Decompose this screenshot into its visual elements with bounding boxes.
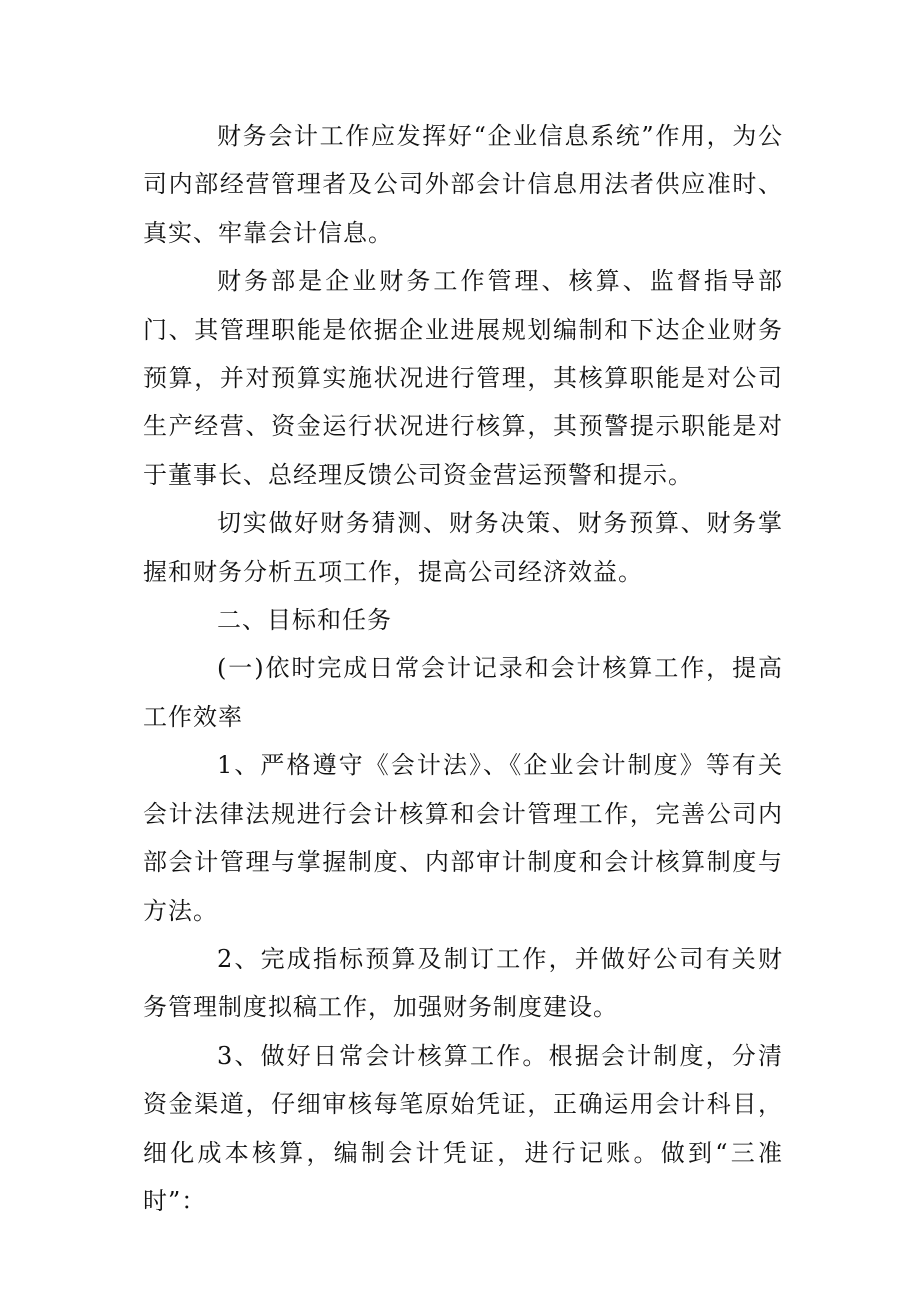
section-heading-goals: 二、目标和任务 [217, 606, 392, 635]
list-item-3: 3、做好日常会计核算工作。根据会计制度，分清资金渠道，仔细审核每笔原始凭证，正确运用会计科目，细化成本核算，编制会计凭证，进行记账。做到“三准时”： [143, 1041, 783, 1215]
subsection-heading-1: (一)依时完成日常会计记录和会计核算工作，提高工作效率 [143, 654, 783, 731]
paragraph-five-tasks: 切实做好财务猜测、财务决策、财务预算、财务掌握和财务分析五项工作，提高公司经济效益。 [143, 509, 783, 586]
paragraph-accounting-role: 财务会计工作应发挥好“企业信息系统”作用，为公司内部经营管理者及公司外部会计信息用法者供应准时、真实、牢靠会计信息。 [143, 122, 783, 247]
paragraph-finance-department: 财务部是企业财务工作管理、核算、监督指导部门、其管理职能是依据企业进展规划编制和下达企业财务预算，并对预算实施状况进行管理，其核算职能是对公司生产经营、资金运行状况进行核算，其预警提示职能是对于董事长、总经理反馈公司资金营运预警和提示。 [143, 267, 783, 489]
document-body [143, 112, 783, 1225]
list-item-2: 2、完成指标预算及制订工作，并做好公司有关财务管理制度拟稿工作，加强财务制度建设。 [143, 944, 783, 1022]
list-item-1: 1、严格遵守《会计法》、《企业会计制度》等有关会计法律法规进行会计核算和会计管理工作，完善公司内部会计管理与掌握制度、内部审计制度和会计核算制度与方法。 [143, 751, 783, 925]
